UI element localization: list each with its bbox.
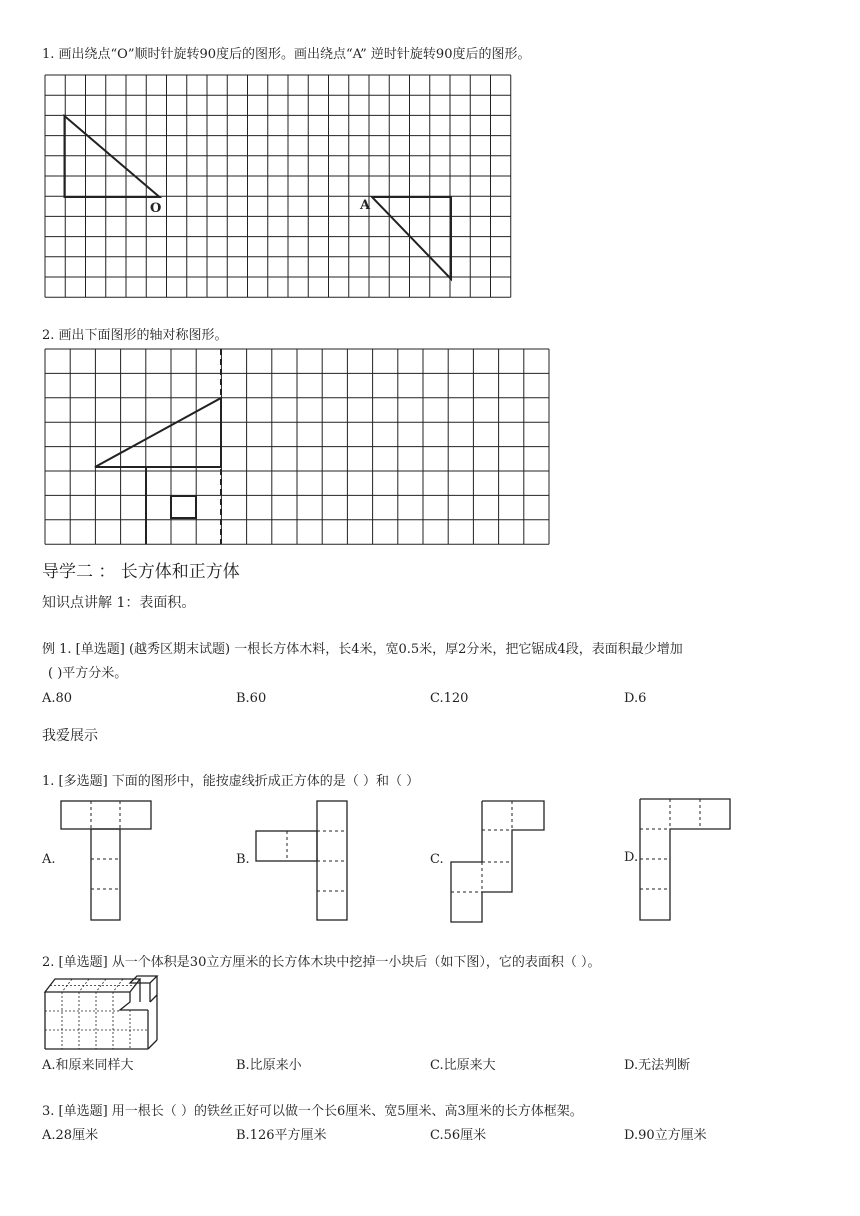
p2-option-d: D.无法判断	[624, 1058, 691, 1073]
point-o-label: O	[150, 201, 162, 216]
p1-label-c: C.	[430, 852, 444, 867]
p1-label-a: A.	[42, 852, 56, 867]
example-option-c: C.120	[430, 691, 469, 706]
p2-option-a: A.和原来同样大	[42, 1058, 134, 1073]
p1-text: 1. [多选题] 下面的图形中，能按虚线折成正方体的是（ ）和（ ）	[42, 774, 420, 789]
p3-option-c: C.56厘米	[430, 1128, 487, 1143]
p2-text: 2. [单选题] 从一个体积是30立方厘米的长方体木块中挖掉一小块后（如下图），它的表面积（ ）。	[42, 955, 601, 970]
p1-label-d: D.	[624, 850, 639, 865]
p3-option-b: B.126平方厘米	[236, 1128, 327, 1143]
p3-option-a: A.28厘米	[42, 1128, 99, 1143]
q2-text: 2. 画出下面图形的轴对称图形。	[42, 328, 228, 343]
p2-option-c: C.比原来大	[430, 1058, 496, 1073]
p3-option-d: D.90立方厘米	[624, 1128, 707, 1143]
knowledge-point: 知识点讲解 1：表面积。	[42, 595, 196, 611]
example-line1: 例 1. [单选题] (越秀区期末试题) 一根长方体木料，长4米，宽0.5米，厚2分米，把它锯成4段，表面积最少增加	[42, 642, 683, 657]
example-option-d: D.6	[624, 691, 647, 706]
example-option-b: B.60	[236, 691, 267, 706]
q1-text: 1. 画出绕点“O”顺时针旋转90度后的图形。画出绕点“A” 逆时针旋转90度后的图形。	[42, 47, 531, 62]
example-option-a: A.80	[42, 691, 73, 706]
p1-label-b: B.	[236, 852, 250, 867]
p3-text: 3. [单选题] 用一根长（ ）的铁丝正好可以做一个长6厘米、宽5厘米、高3厘米的长方体框架。	[42, 1104, 583, 1119]
p2-option-b: B.比原来小	[236, 1058, 302, 1073]
example-line2: ( )平方分米。	[48, 666, 128, 681]
section-title: 导学二 ： 长方体和正方体	[42, 562, 240, 582]
show-heading: 我爱展示	[42, 728, 98, 744]
point-a-label: A	[360, 198, 371, 213]
